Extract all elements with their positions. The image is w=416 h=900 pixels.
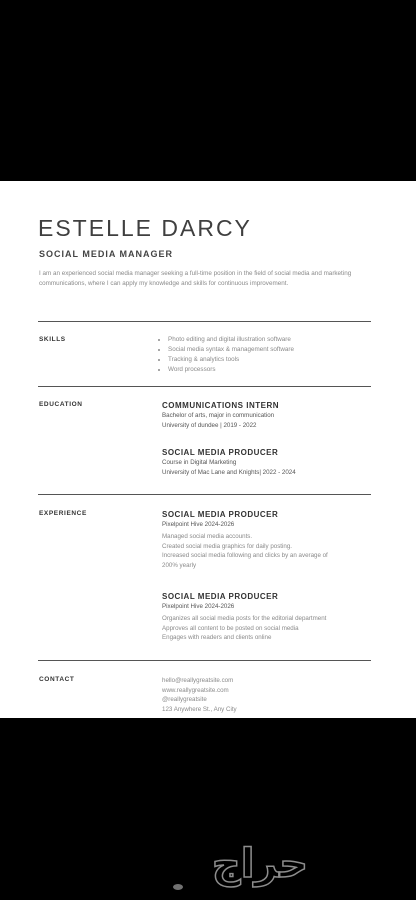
- experience-line: 200% yearly: [162, 561, 197, 569]
- contact-address: 123 Anywhere St., Any City: [162, 705, 237, 713]
- education-subtitle: Course in Digital Marketing: [162, 459, 237, 466]
- section-label-experience: EXPERIENCE: [39, 510, 87, 517]
- contact-email: hello@reallygreatsite.com: [162, 677, 234, 684]
- divider-education: [38, 386, 371, 387]
- skill-item: • Photo editing and digital illustration software: [168, 335, 294, 345]
- experience-line: Managed social media accounts.: [162, 533, 253, 540]
- divider-experience: [38, 494, 371, 495]
- experience-details: [162, 614, 374, 643]
- section-label-skills: SKILLS: [39, 336, 66, 343]
- resume-document: [0, 181, 416, 718]
- contact-website: www.reallygreatsite.com: [162, 686, 229, 694]
- experience-details: [162, 532, 374, 570]
- experience-title: SOCIAL MEDIA PRODUCER: [162, 592, 279, 601]
- experience-line: Organizes all social media posts for the editorial department: [162, 615, 327, 622]
- section-label-contact: CONTACT: [39, 676, 75, 683]
- contact-handle: @reallygreatsite: [162, 696, 207, 703]
- resume-name: ESTELLE DARCY: [38, 215, 252, 241]
- divider-contact: [38, 660, 371, 661]
- education-detail: University of Mac Lane and Knights| 2022 - 2024: [162, 469, 296, 476]
- section-label-education: EDUCATION: [39, 401, 83, 408]
- watermark-text: حراج: [211, 841, 309, 887]
- experience-line: Increased social media following and clicks by an average of: [162, 552, 328, 559]
- experience-subtitle: Pixelpoint Hive 2024-2026: [162, 521, 235, 528]
- skill-item: • Tracking & analytics tools: [168, 355, 294, 365]
- skills-list: [160, 335, 294, 375]
- experience-line: Approves all content to be posted on social media: [162, 624, 299, 632]
- education-detail: University of dundee | 2019 - 2022: [162, 422, 257, 429]
- skill-item: • Word processors: [168, 365, 294, 375]
- education-title: COMMUNICATIONS INTERN: [162, 401, 280, 410]
- contact-list: [162, 676, 237, 714]
- education-entry-2: [162, 447, 374, 478]
- divider-skills: [38, 321, 371, 322]
- experience-line: Engages with readers and clients online: [162, 634, 272, 641]
- experience-subtitle: Pixelpoint Hive 2024-2026: [162, 603, 235, 610]
- experience-title: SOCIAL MEDIA PRODUCER: [162, 510, 279, 519]
- resume-role: SOCIAL MEDIA MANAGER: [39, 249, 174, 259]
- education-entry-1: [162, 400, 374, 431]
- education-subtitle: Bachelor of arts, major in communication: [162, 412, 275, 419]
- education-title: SOCIAL MEDIA PRODUCER: [162, 448, 279, 457]
- experience-entry-1: [162, 509, 374, 570]
- skill-item: • Social media syntax & management software: [168, 345, 294, 355]
- haraj-watermark-logo: [130, 835, 390, 895]
- watermark-dot: [173, 884, 183, 890]
- resume-summary: I am an experienced social media manager seeking a full-time position in the field of social media and marketing communications, where I can apply my knowledge and skills for continuous improvement.: [39, 270, 352, 287]
- top-black-band: [0, 0, 416, 181]
- experience-line: Created social media graphics for daily posting.: [162, 542, 293, 550]
- experience-entry-2: [162, 591, 374, 643]
